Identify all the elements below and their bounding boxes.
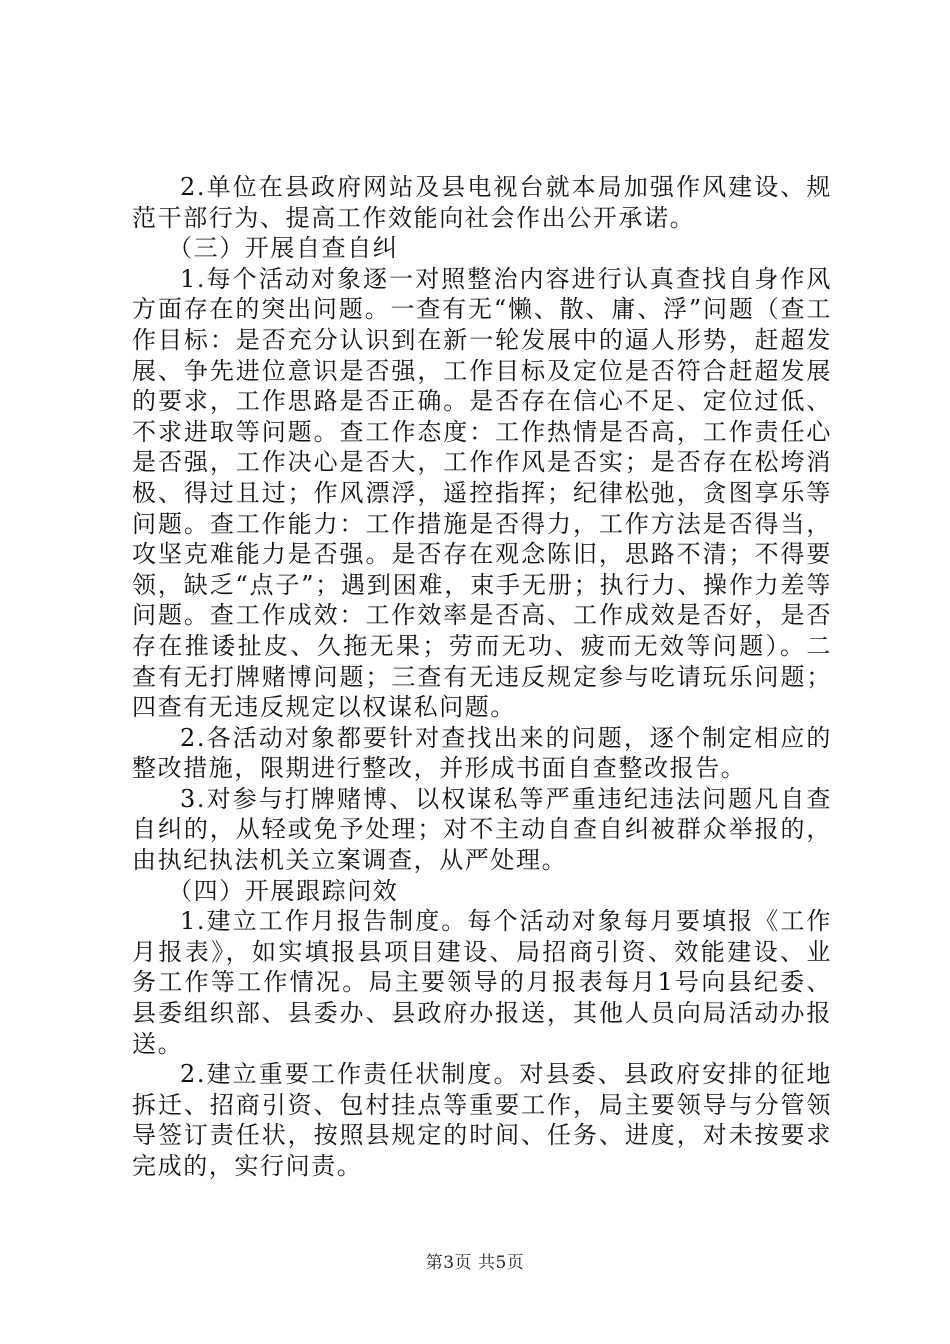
paragraph-rectification: 2.各活动对象都要针对查找出来的问题，逐个制定相应的整改措施，限期进行整改，并形成书面自查整改报告。 bbox=[132, 723, 832, 783]
paragraph-self-check-items: 1.每个活动对象逐一对照整治内容进行认真查找自身作风方面存在的突出问题。一查有无“懒、散、庸、浮”问题（查工作目标：是否充分认识到在新一轮发展中的逼人形势，赶超发展、争先进位意识是否强，工作目标及定位是否符合赶超发展的要求，工作思路是否正确。是否存在信心不足、定位过低、不求进取等问题。查工作态度：工作热情是否高，工作责任心是否强，工作决心是否大，工作作风是否实；是否存在松垮消极、得过且过；作风漂浮，遥控指挥；纪律松弛，贪图享乐等问题。查工作能力：工作措施是否得力，工作方法是否得当，攻坚克难能力是否强。是否存在观念陈旧，思路不清；不得要领，缺乏“点子”；遇到困难，束手无册；执行力、操作力差等问题。查工作成效：工作效率是否高、工作成效是否好，是否存在推诿扯皮、久拖无果；劳而无功、疲而无效等问题）。二查有无打牌赌博问题；三查有无违反规定参与吃请玩乐问题；四查有无违反规定以权谋私问题。 bbox=[132, 264, 832, 722]
paragraph-discipline-handling: 3.对参与打牌赌博、以权谋私等严重违纪违法问题凡自查自纠的，从轻或免予处理；对不主动自查自纠被群众举报的，由执纪执法机关立案调查，从严处理。 bbox=[132, 784, 832, 875]
section-heading-self-check: （三）开展自查自纠 bbox=[168, 234, 399, 263]
page-number-footer: 第3页 共5页 bbox=[425, 1253, 525, 1273]
paragraph-monthly-report: 1.建立工作月报告制度。每个活动对象每月要填报《工作月报表》，如实填报县项目建设、局招商引资、效能建设、业务工作等工作情况。局主要领导的月报表每月1号向县纪委、县委组织部、县委办、县政府办报送，其他人员向局活动办报送。 bbox=[132, 907, 832, 1058]
paragraph-commitment: 2.单位在县政府网站及县电视台就本局加强作风建设、规范干部行为、提高工作效能向社会作出公开承诺。 bbox=[132, 173, 832, 232]
document-body bbox=[132, 172, 832, 1182]
paragraph-responsibility-statement: 2.建立重要工作责任状制度。对县委、县政府安排的征地拆迁、招商引资、包村挂点等重要工作，局主要领导与分管领导签订责任状，按照县规定的时间、任务、进度，对未按要求完成的，实行问责。 bbox=[132, 1060, 832, 1180]
section-heading-follow-up: （四）开展跟踪问效 bbox=[168, 876, 399, 905]
